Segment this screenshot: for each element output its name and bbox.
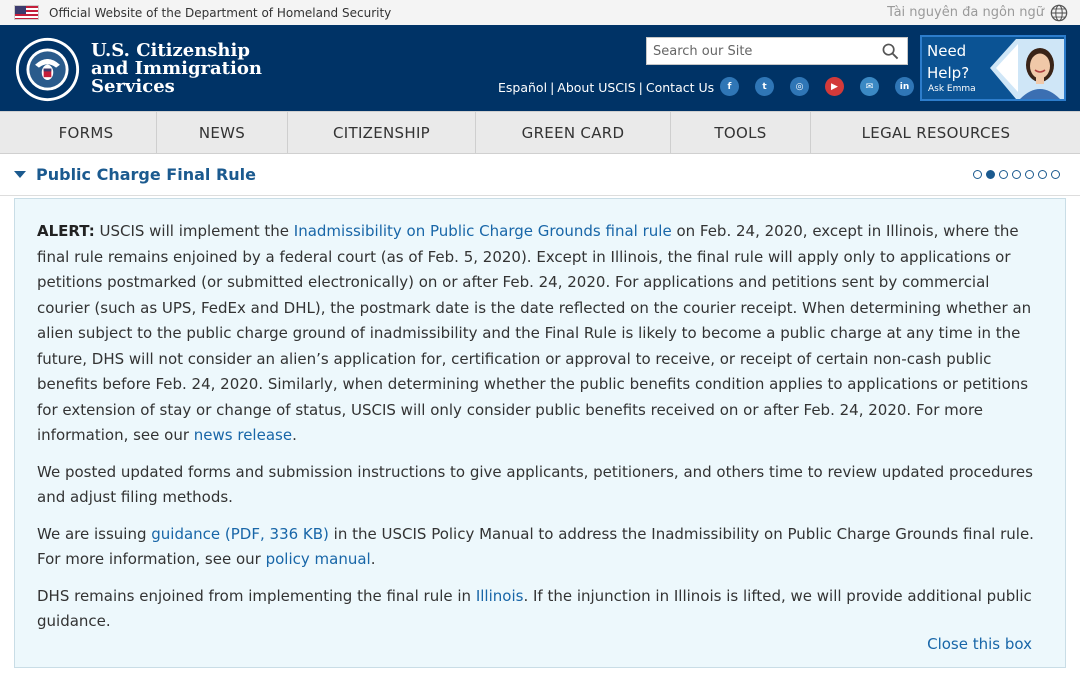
linkedin-icon[interactable]: in (895, 77, 914, 96)
search-box (646, 37, 908, 65)
text-span: in the USCIS Policy Manual to address the Inadmissibility on Public Charge Grounds final rule. For more information, see our (37, 524, 1034, 568)
final-rule-link[interactable]: Inadmissibility on Public Charge Grounds final rule (293, 222, 672, 240)
pager-dot[interactable] (973, 170, 982, 179)
alert-paragraph-4 (37, 584, 1043, 635)
guidance-pdf-link[interactable]: guidance (PDF, 336 KB) (151, 524, 329, 543)
about-uscis-link[interactable]: About USCIS (557, 80, 636, 95)
policy-manual-link[interactable]: policy manual (265, 550, 371, 568)
instagram-icon[interactable]: ◎ (790, 77, 809, 96)
text-span: . If the injunction in Illinois is lifted, we will provide additional public guidance. (37, 586, 1032, 630)
social-links (720, 77, 914, 96)
link-separator: | (638, 80, 643, 95)
news-release-link[interactable]: news release (193, 426, 293, 444)
us-flag-icon (14, 5, 39, 20)
search-icon (882, 43, 899, 60)
brand-line-1: U.S. Citizenship (91, 40, 250, 61)
nav-citizenship[interactable]: CITIZENSHIP (288, 112, 476, 153)
alert-pager (973, 170, 1060, 179)
header-links (498, 80, 714, 95)
alert-toggle[interactable] (14, 165, 256, 184)
nav-green-card[interactable]: GREEN CARD (476, 112, 671, 153)
alert-paragraph-3 (37, 522, 1043, 573)
gov-banner-text: Official Website of the Department of Homeland Security (49, 5, 392, 20)
illinois-link[interactable]: Illinois (475, 586, 524, 605)
main-nav (0, 111, 1080, 154)
gov-banner (0, 0, 1080, 25)
brand-line-2: and Immigration (91, 58, 262, 79)
close-box-link[interactable]: Close this box (927, 635, 1032, 653)
emma-avatar-icon (990, 37, 1064, 99)
nav-tools[interactable]: TOOLS (671, 112, 811, 153)
site-header (0, 25, 1080, 111)
contact-us-link[interactable]: Contact Us (645, 80, 715, 95)
search-button[interactable] (875, 38, 905, 64)
facebook-icon[interactable]: f (720, 77, 739, 96)
pager-dot[interactable] (999, 170, 1008, 179)
alert-title: Public Charge Final Rule (36, 165, 256, 184)
need-help-text (927, 40, 969, 84)
ask-emma-label: Ask Emma (928, 84, 976, 94)
text-span: . (370, 550, 376, 568)
text-span: USCIS will implement the (94, 222, 294, 240)
dhs-seal-icon[interactable] (14, 36, 81, 103)
language-link-label: Tài nguyên đa ngôn ngữ (887, 5, 1044, 20)
alert-header (0, 154, 1080, 196)
language-link[interactable] (887, 4, 1068, 22)
agency-logo[interactable] (91, 42, 262, 96)
caret-down-icon (14, 171, 26, 178)
espanol-link[interactable]: Español (498, 80, 548, 95)
pager-dot[interactable] (986, 170, 995, 179)
email-icon[interactable]: ✉ (860, 77, 879, 96)
youtube-icon[interactable]: ▶ (825, 77, 844, 96)
text-span: on Feb. 24, 2020, except in Illinois, where the final rule remains enjoined by a federal court (as of Feb. 5, 2020). Except in Illinois, the final rule will apply only to applications or petitions postmarked (or submitted electronically) on or after Feb. 24, 2020. For applications and petitions sent by commercial courier (such as UPS, FedEx and DHL), the postmark date is the date reflected on the courier receipt. When determining whether an alien subject to the public charge ground of inadmissibility and the Final Rule is likely to become a public charge at any time in the future, DHS will not consider an alien’s application for, certification or approval to receive, or receipt of certain non-cash public benefits before Feb. 24, 2020. Similarly, when determining whether the public benefits condition applies to applications or petitions for extension of stay or change of status, USCIS will only consider public benefits received on or after Feb. 24, 2020. For more information, see our (37, 222, 1032, 444)
need-help-line-1: Need (927, 42, 967, 60)
nav-forms[interactable]: FORMS (16, 112, 157, 153)
globe-icon (1050, 4, 1068, 22)
alert-panel (14, 198, 1066, 668)
text-span: . (292, 426, 297, 444)
alert-label: ALERT: (37, 222, 95, 240)
search-input[interactable] (647, 38, 875, 64)
need-help-line-2: Help? (927, 64, 970, 82)
nav-news[interactable]: NEWS (157, 112, 288, 153)
pager-dot[interactable] (1012, 170, 1021, 179)
pager-dot[interactable] (1025, 170, 1034, 179)
alert-paragraph-2: We posted updated forms and submission instructions to give applicants, petitioners, and others time to review updated procedures and adjust filing methods. (37, 462, 1033, 506)
pager-dot[interactable] (1051, 170, 1060, 179)
nav-legal-resources[interactable]: LEGAL RESOURCES (861, 123, 1011, 142)
text-span: DHS remains enjoined from implementing the final rule in (37, 586, 476, 605)
ask-emma-button[interactable] (920, 35, 1066, 101)
twitter-icon[interactable]: t (755, 77, 774, 96)
pager-dot[interactable] (1038, 170, 1047, 179)
gov-banner-left (14, 5, 391, 20)
alert-paragraph-1 (37, 219, 1043, 449)
text-span: We are issuing (37, 524, 152, 543)
link-separator: | (550, 80, 555, 95)
brand-line-3: Services (91, 76, 175, 97)
